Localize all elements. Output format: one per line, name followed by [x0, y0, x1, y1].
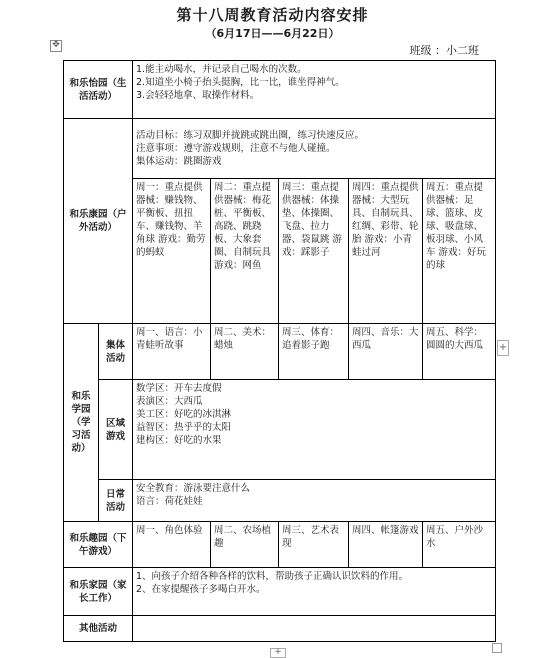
fun-day-wed[interactable]: 周三、艺术表现: [279, 522, 349, 568]
row-home: [64, 568, 496, 616]
area-content[interactable]: [133, 380, 496, 480]
fun-title: 和乐趣园（下午游戏）: [64, 522, 133, 568]
row-fun: [64, 522, 496, 568]
outdoor-day-tue[interactable]: 周二：重点提供器械：梅花桩、平衡板、高跷、跳跷板、大象套圈、自制玩具 游戏：网鱼: [211, 179, 279, 324]
outdoor-intro[interactable]: [133, 119, 496, 179]
outdoor-day-fri[interactable]: 周五：重点提供器械：足球、篮球、皮球、吸盘球、板羽球、小风车 游戏：好玩的球: [423, 179, 496, 324]
area-label: 区域游戏: [99, 380, 133, 480]
outdoor-notes: 注意事项：遵守游戏规则，注意不与他人碰撞。: [136, 143, 336, 154]
life-title: 和乐怡园（生活活动）: [64, 61, 133, 119]
home-content[interactable]: [133, 568, 496, 616]
other-content[interactable]: [133, 616, 496, 642]
group-day-wed[interactable]: 周三、体育：追着影子跑: [279, 324, 349, 380]
fun-day-mon[interactable]: 周一、角色体验: [133, 522, 211, 568]
add-row-icon[interactable]: +: [270, 648, 286, 658]
area-line: 数学区：开车去度假: [136, 383, 222, 394]
area-line: 表演区：大西瓜: [136, 396, 203, 407]
life-line: 3.会轻轻地拿、取操作材料。: [136, 90, 260, 101]
fun-day-thu[interactable]: 周四、帐篷游戏: [349, 522, 423, 568]
daily-content[interactable]: [133, 480, 496, 522]
page-title: 第十八周教育活动内容安排: [176, 6, 369, 24]
outdoor-goal: 活动目标：练习双脚并拢跳或跳出圈，练习快速反应。: [136, 130, 365, 141]
daily-label: 日常活动: [99, 480, 133, 522]
daily-line: 语言：荷花娃娃: [136, 496, 203, 507]
daily-line: 安全教育：游泳要注意什么: [136, 483, 251, 494]
home-title: 和乐家园（家长工作）: [64, 568, 133, 616]
fun-day-fri[interactable]: 周五、户外沙水: [423, 522, 496, 568]
home-line: 2、在家提醒孩子多喝白开水。: [136, 584, 266, 595]
life-content[interactable]: [133, 61, 496, 119]
life-line: 2.知道坐小椅子抬头挺胸，比一比，谁坐得神气。: [136, 77, 345, 88]
outdoor-title: 和乐康园（户外活动）: [64, 119, 133, 324]
group-day-fri[interactable]: 周五、科学：圆圆的大西瓜: [423, 324, 496, 380]
row-outdoor-intro: [64, 119, 496, 179]
date-range: （6月17日——6月22日）: [205, 27, 340, 40]
other-title: 其他活动: [64, 616, 133, 642]
row-life: [64, 61, 496, 119]
area-line: 美工区：好吃的冰淇淋: [136, 409, 232, 420]
outdoor-day-wed[interactable]: 周三：重点提供器械：体操垫、体操圈、飞盘、拉力器、袋鼠跳 游戏：踩影子: [279, 179, 349, 324]
outdoor-day-mon[interactable]: 周一：重点提供器械：赚钱物、平衡板、扭扭车、赚钱物、羊角球 游戏：勤劳的蚂蚁: [133, 179, 211, 324]
row-learning-area: [64, 380, 496, 480]
row-learning-daily: [64, 480, 496, 522]
outdoor-group-game: 集体运动：跳圈游戏: [136, 156, 222, 167]
class-label: 班级 ：小二班: [409, 44, 479, 57]
add-column-icon[interactable]: +: [497, 340, 509, 356]
area-line: 建构区：好吃的水果: [136, 435, 222, 446]
table-move-handle-icon[interactable]: ✥: [50, 40, 62, 52]
group-day-mon[interactable]: 周一、语言：小青蛙听故事: [133, 324, 211, 380]
area-line: 益智区：热乎乎的太阳: [136, 422, 232, 433]
learning-title: 和乐学园（学习活动）: [64, 324, 99, 522]
row-other: [64, 616, 496, 642]
schedule-table: [63, 60, 496, 642]
home-line: 1、向孩子介绍各种各样的饮料，帮助孩子正确认识饮料的作用。: [136, 571, 409, 582]
life-line: 1.能主动喝水，并记录自己喝水的次数。: [136, 64, 307, 75]
fun-day-tue[interactable]: 周二、农场植趣: [211, 522, 279, 568]
outdoor-day-thu[interactable]: 周四：重点提供器械：大型玩具、自制玩具、红绸、彩带、轮胎 游戏：小青蛙过河: [349, 179, 423, 324]
group-day-tue[interactable]: 周二、美术：蜡烛: [211, 324, 279, 380]
row-learning-group: [64, 324, 496, 380]
group-day-thu[interactable]: 周四、音乐：大西瓜: [349, 324, 423, 380]
group-label: 集体活动: [99, 324, 133, 380]
table-resize-handle[interactable]: [492, 643, 502, 653]
